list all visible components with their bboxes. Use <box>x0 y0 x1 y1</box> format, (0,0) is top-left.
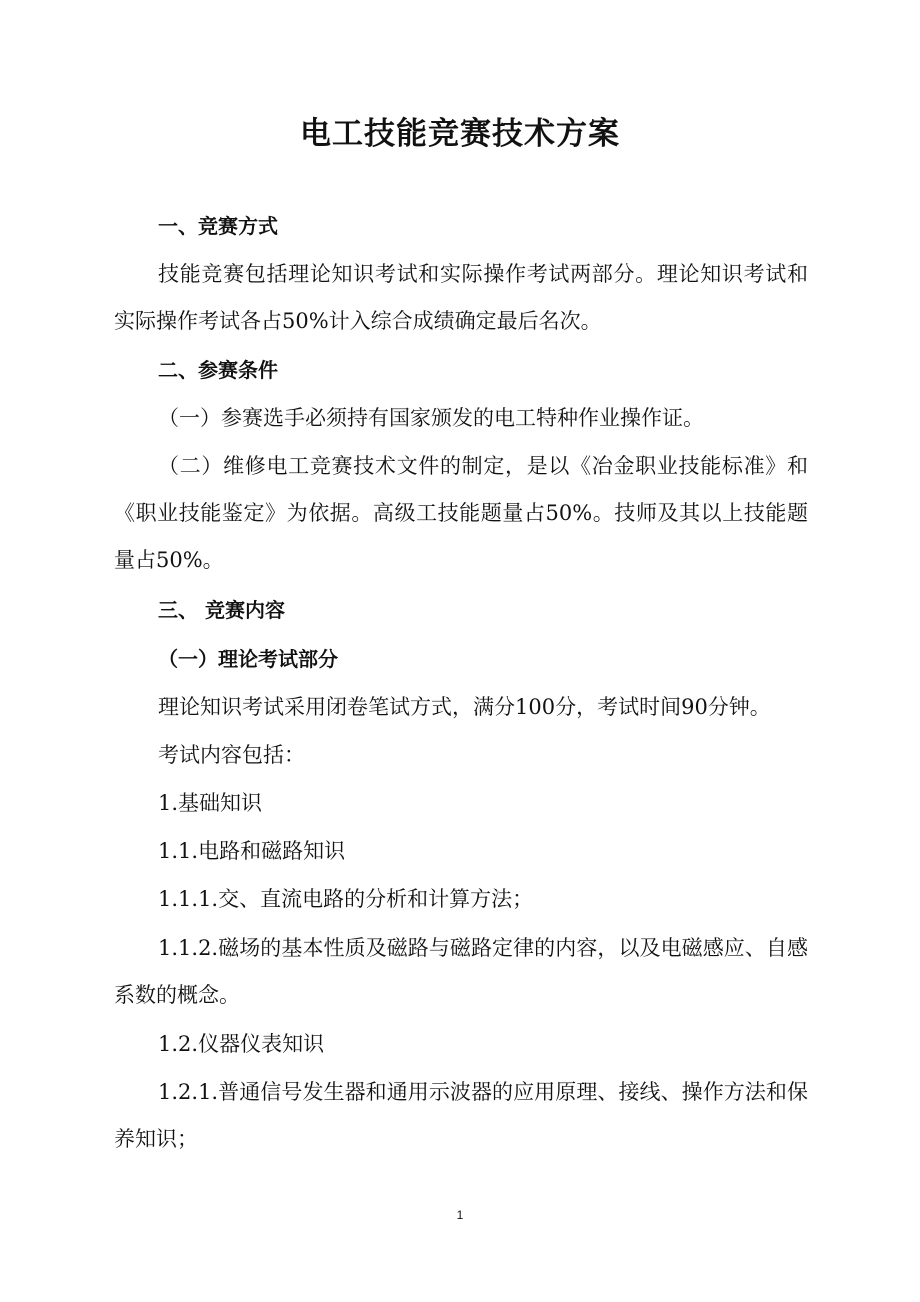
list-item-1: 1.基础知识 <box>158 791 263 815</box>
list-item-1-2-1: 1.2.1.普通信号发生器和通用示波器的应用原理、接线、操作方法和保养知识； <box>114 1080 808 1151</box>
paragraph-exam-content-intro: 考试内容包括： <box>158 743 305 767</box>
paragraph-competition-method: 技能竞赛包括理论知识考试和实际操作考试两部分。理论知识考试和实际操作考试各占50%计入综合成绩确定最后名次。 <box>114 262 808 333</box>
section-heading-content: 三、 竞赛内容 <box>158 598 285 622</box>
page-number: 1 <box>456 1208 464 1222</box>
paragraph-eligibility-item-2: （二）维修电工竞赛技术文件的制定，是以《冶金职业技能标准》和《职业技能鉴定》为依据。高级工技能题量占50%。技师及其以上技能题量占50%。 <box>114 454 808 572</box>
subsection-heading-theory-exam: （一）理论考试部分 <box>158 647 338 671</box>
section-heading-eligibility: 二、参赛条件 <box>158 358 278 382</box>
list-item-1-1-1: 1.1.1.交、直流电路的分析和计算方法； <box>158 887 534 911</box>
paragraph-eligibility-item-1: （一）参赛选手必须持有国家颁发的电工特种作业操作证。 <box>158 406 704 430</box>
document-title: 电工技能竞赛技术方案 <box>300 116 620 152</box>
list-item-1-2: 1.2.仪器仪表知识 <box>158 1032 325 1056</box>
list-item-1-1: 1.1.电路和磁路知识 <box>158 839 346 863</box>
paragraph-theory-exam: 理论知识考试采用闭卷笔试方式，满分100分，考试时间90分钟。 <box>158 695 771 719</box>
list-item-1-1-2: 1.1.2.磁场的基本性质及磁路与磁路定律的内容，以及电磁感应、自感系数的概念。 <box>114 936 808 1007</box>
section-heading-competition-method: 一、竞赛方式 <box>158 214 278 238</box>
